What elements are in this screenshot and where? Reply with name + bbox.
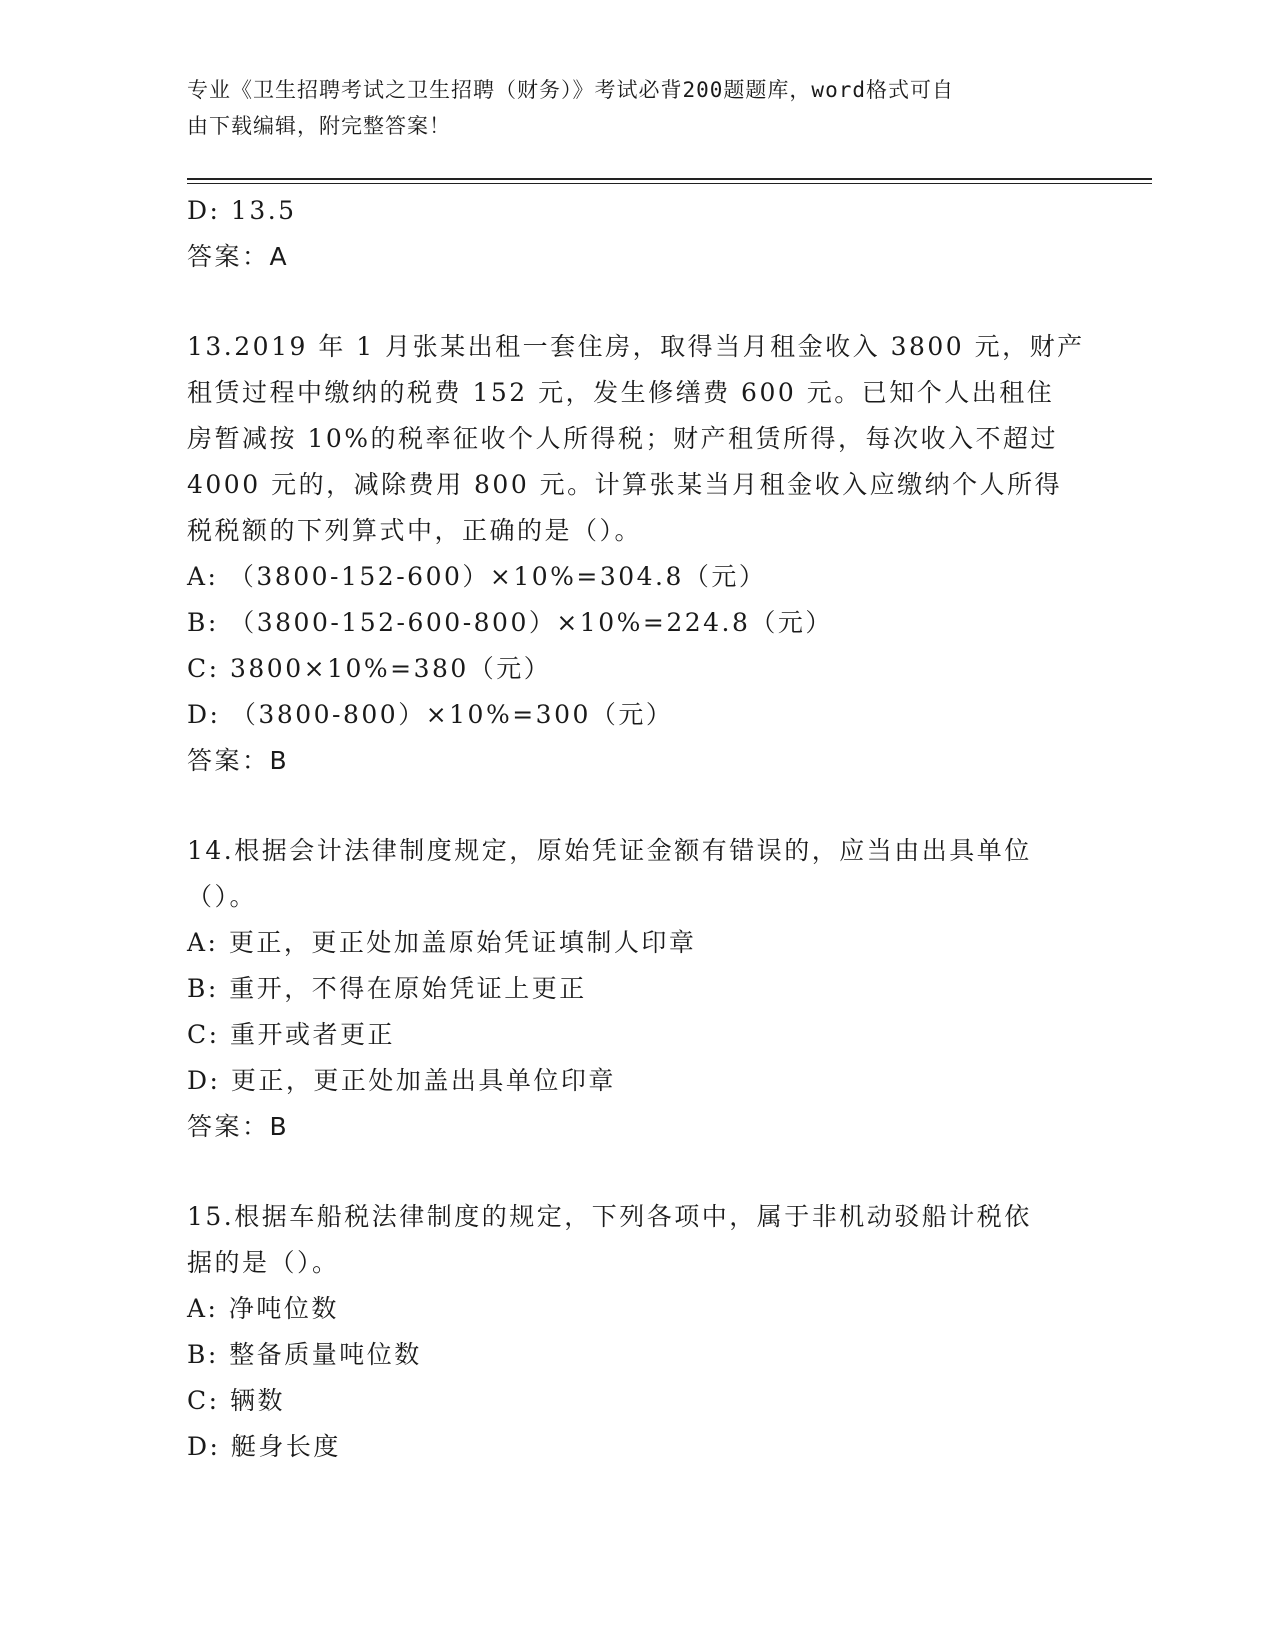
prev-answer: 答案：A (187, 242, 290, 271)
question-14 (187, 828, 1087, 1150)
header-line-1: 专业《卫生招聘考试之卫生招聘（财务）》考试必背200题题库，word格式可自 (187, 78, 954, 102)
question-text-line: 租赁过程中缴纳的税费 152 元，发生修缮费 600 元。已知个人出租住 (187, 378, 1055, 407)
question-text-line: 13.2019 年 1 月张某出租一套住房，取得当月租金收入 3800 元，财产 (187, 332, 1085, 361)
option-a: A: 净吨位数 (187, 1294, 339, 1323)
spacer (187, 280, 1087, 324)
option-d: D: （3800-800）×10%=300（元） (187, 700, 674, 729)
question-13 (187, 324, 1087, 784)
question-text-line: 15.根据车船税法律制度的规定，下列各项中，属于非机动驳船计税依 (187, 1202, 1032, 1231)
question-text-line: 税税额的下列算式中，正确的是（）。 (187, 516, 643, 545)
option-d: D: 更正，更正处加盖出具单位印章 (187, 1066, 616, 1095)
question-text-line: 14.根据会计法律制度规定，原始凭证金额有错误的，应当由出具单位 (187, 836, 1032, 865)
document-header (187, 72, 1067, 144)
header-line-2: 由下载编辑，附完整答案！ (187, 114, 451, 138)
option-b: B: （3800-152-600-800）×10%=224.8（元） (187, 608, 833, 637)
header-divider-thick (187, 178, 1152, 180)
option-c: C: 辆数 (187, 1386, 285, 1415)
prev-option-d: D: 13.5 (187, 196, 297, 225)
answer: 答案：B (187, 1112, 290, 1141)
answer: 答案：B (187, 746, 290, 775)
question-text-line: （）。 (187, 882, 258, 911)
spacer (187, 784, 1087, 828)
spacer (187, 1150, 1087, 1194)
question-text-line: 据的是（）。 (187, 1248, 340, 1277)
header-divider-thin (187, 183, 1152, 184)
option-a: A: （3800-152-600）×10%=304.8（元） (187, 562, 767, 591)
option-c: C: 重开或者更正 (187, 1020, 395, 1049)
option-c: C: 3800×10%=380（元） (187, 654, 552, 683)
option-b: B: 整备质量吨位数 (187, 1340, 422, 1369)
question-text-line: 4000 元的，减除费用 800 元。计算张某当月租金收入应缴纳个人所得 (187, 470, 1063, 499)
document-body (187, 188, 1087, 1470)
question-text-line: 房暂减按 10%的税率征收个人所得税；财产租赁所得，每次收入不超过 (187, 424, 1059, 453)
option-b: B: 重开，不得在原始凭证上更正 (187, 974, 587, 1003)
option-d: D: 艇身长度 (187, 1432, 341, 1461)
question-15 (187, 1194, 1087, 1470)
option-a: A: 更正，更正处加盖原始凭证填制人印章 (187, 928, 697, 957)
